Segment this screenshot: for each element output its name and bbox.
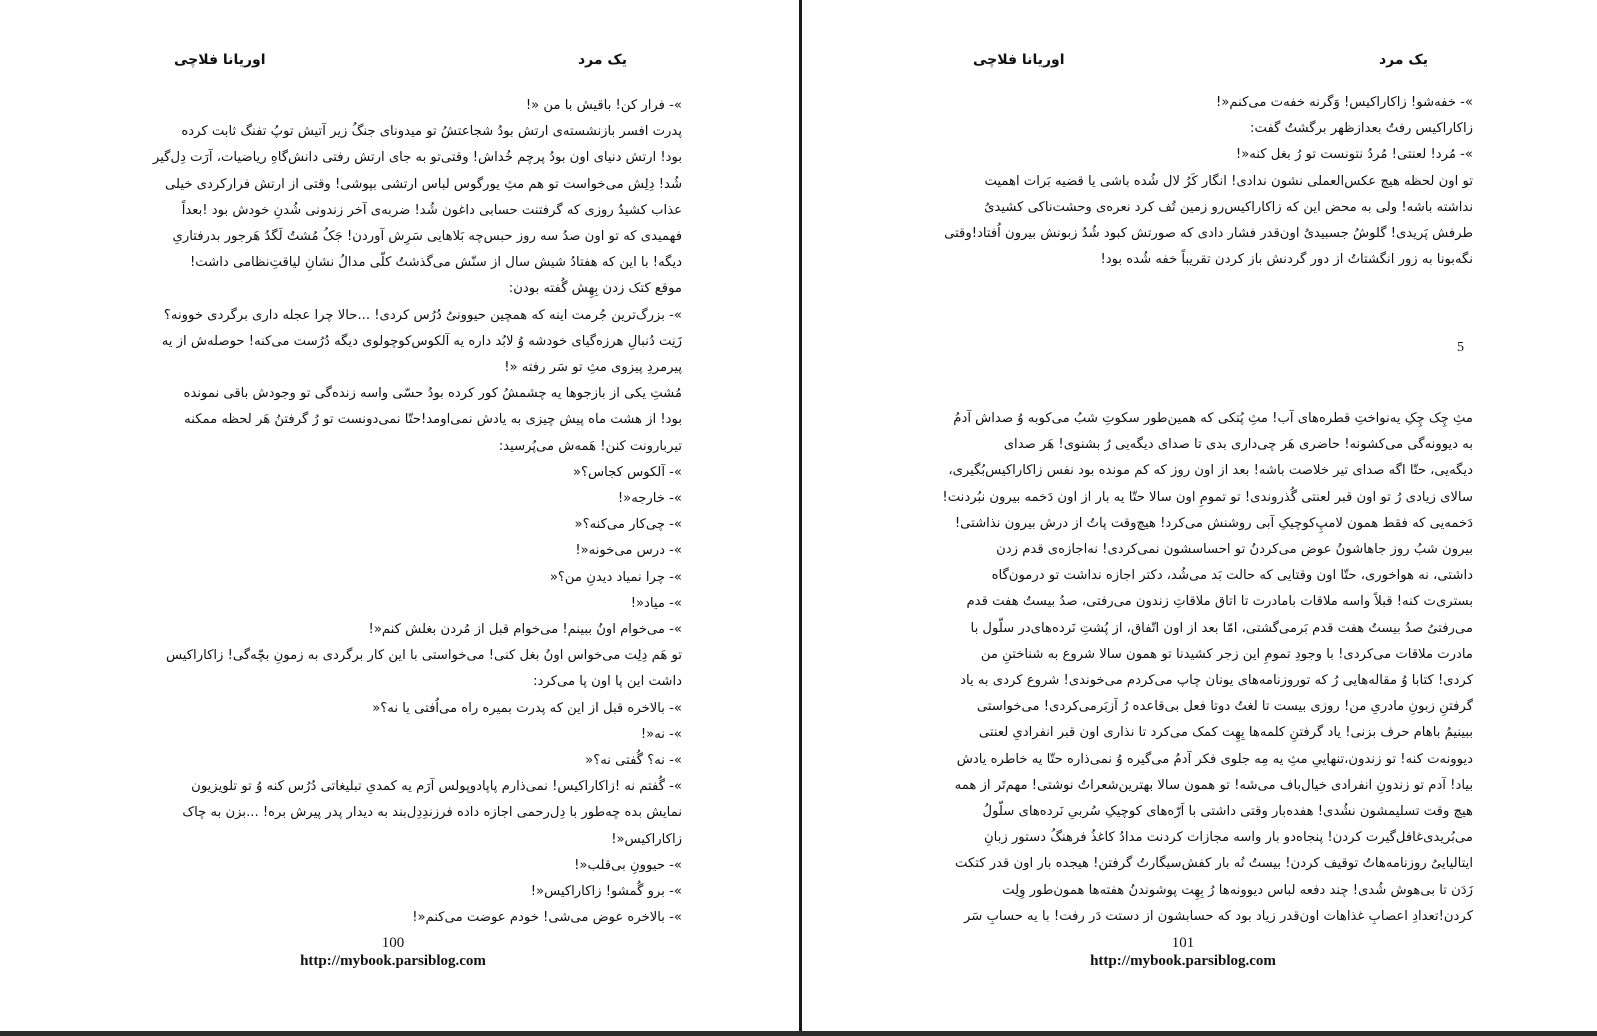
- page-header: [803, 52, 1597, 74]
- text-line: بود! ارتش دنیای اون بودُ پرچم خُداش! وقتی‌تو به جای ارتش رفتی دانش‌گاهِ ریاضیات، آرَت دِل‌گیر: [152, 150, 682, 166]
- text-line: »- درس می‌خونه«!: [575, 543, 682, 559]
- text-line: دیگه! با این که هفتادُ شیش سال از سنّش می‌گذشتُ کلّی مدالُ نشانِ لیاقتِ‌نظامی داشت!: [189, 255, 682, 271]
- text-line: »- میاد«!: [630, 595, 682, 611]
- text-line: طرفش پَریدی! گلوشُ جسبیدیُ اون‌قدر فشار دادی که صورتش کبود شُدُ زبونش بیرون اُفتاد!وقتی: [944, 226, 1473, 242]
- text-line: ایتالیاییُ روزنامه‌هاتُ توقیف کردن! بیستُ نُه بار کفش‌سیگارتُ گرفتن! هیجده بار اون قدر کتکت: [955, 856, 1473, 872]
- text-line: »- برو گُمشو! زاکاراکیس«!: [530, 884, 682, 900]
- text-line: دَخمه‌یی که فقط همون لامپِ‌کوچیکِ آبی روشنش می‌کرد! هیچ‌وقت پاتُ از درش بیرون نذاشتی!: [954, 515, 1473, 531]
- text-line: گرفتنِ زبونِ مادریِ من! روزی بیست تا لغتُ دوتا فعل بی‌قاعده رُ اَزبَرمی‌کردی! می‌خواستی: [976, 699, 1473, 715]
- author-name: اوریانا فلاچی: [973, 52, 1065, 68]
- text-line: شُد! دِلِش می‌خواست تو هم مثِ یورگوس لباس ارتشی بپوشی! وقتی از ارتش فرارکردی خیلی: [164, 176, 682, 192]
- text-line: فهمیدی که تو اون صدُ سه روز حبس‌چه بَلاهایی سَرِش آوردن! جَکُ مُشتُ لَگدُ هَرجور بدرفتاریِ: [172, 229, 682, 245]
- text-line: نداشته باشه! ولی به محض این که زاکاراکیس‌رو زمین تُف کرد نعره‌ی وحشت‌ناکی کشیدیُ: [984, 199, 1473, 215]
- text-line: نگه‌بونا به زور انگشتاتُ از دور گردنش باز کردن تقریباً خفه شُده بود!: [1100, 252, 1473, 268]
- text-line: »- نه؟ گُفتی نه؟«: [585, 753, 682, 769]
- page-header: [0, 52, 800, 74]
- text-line: سالای زیادی رُ تو اون قبر لعنتی گُذروندی! تو تمومِ اون سالا حتّا یه بار از اون دَخمه بیرون نبُردنت!: [942, 489, 1473, 505]
- text-line: تیربارونت کنن! هَمه‌ش می‌پُرسید:: [498, 438, 682, 454]
- text-line: زاکاراکیس رفتُ بعدازظهر برگشتُ گفت:: [1250, 121, 1473, 137]
- page-gutter: [799, 0, 802, 1036]
- text-line: زاکاراکیس«!: [611, 831, 682, 847]
- text-line: عذاب کشیدُ روزی که گرفتنت حسابی داغون شُد! ضربه‌ی آخر زندونی شُدنِ خودش بود !بعداً: [181, 202, 682, 218]
- text-line: »- آلکوس کجاس؟«: [572, 464, 682, 480]
- text-line: »- می‌خوام اونُ ببینم! می‌خوام قبل از مُردن بغلش کنم«!: [368, 622, 682, 638]
- text-line: »- خارجه«!: [617, 491, 682, 507]
- text-line: بستری‌ت کنه! قبلاً واسه ملاقات بامادرت تا اتاق ملاقاتِ زندون می‌رفتی، صدُ بیستُ هفت قدم: [966, 594, 1473, 610]
- text-line: بیاد! آدم تو زندونِ انفرادی خیال‌باف می‌شه! تو همون سالا بهترین‌شعراتُ نوشتی! مهم‌تَر از همه: [954, 777, 1473, 793]
- text-line: بیرون شبُ روز جاهاشونُ عوض می‌کردنُ تو احساسشون نمی‌کردی! نه‌اجازه‌ی قدم زدن: [996, 542, 1473, 558]
- text-line: دیوونه‌ت کنه! تو زندون،تنهاییِ مثِ یه مِه جلوی فکر آدمُ می‌گیره وُ نمی‌ذاره حتّا یه خاطره یادش: [956, 751, 1473, 767]
- body-text: [120, 93, 682, 932]
- text-line: داشت این پا اون پا می‌کرد:: [533, 674, 682, 690]
- text-line: می‌بُریدی‌غافل‌گیرت کردن! پنجاه‌دو بار واسه مجازات کردنت مدادُ کاغذُ فرهنگُ دستور زبانِ: [984, 830, 1473, 846]
- book-title: یک مرد: [1379, 52, 1429, 68]
- text-line: »- حیوونِ بی‌قلب«!: [574, 857, 682, 873]
- page-footer: [1033, 934, 1333, 970]
- right-page: [803, 0, 1597, 1036]
- body-text: [913, 406, 1473, 930]
- text-line: کردی! کتابا وُ مقاله‌هایی رُ که توروزنامه‌های یونان چاپ می‌کردم می‌خوندی! شروع کردی به یاد: [960, 673, 1473, 689]
- page-number: 101: [1171, 935, 1195, 951]
- text-line: زَدَن تا بی‌هوش شُدی! چند دفعه لباس دیوونه‌ها رُ بِهِت پوشوندنُ هفته‌ها همون‌طور وِلِت: [1002, 882, 1473, 898]
- text-line: ببینیمُ باهام حرف بزنی! یاد گرفتنِ کلمه‌ها بِهِت کمک می‌کرد تا نذاری اون قبر انفرادیِ لعنتی: [978, 725, 1473, 741]
- text-line: مُشتِ یکی از بازجوها یه چشمشُ کور کرده بودُ حسّی واسه زنده‌گی تو وجودش باقی نمونده: [183, 386, 682, 402]
- footer-url: http://mybook.parsiblog.com: [300, 953, 486, 969]
- text-line: »- چرا نمیاد دیدنِ من؟«: [549, 569, 682, 585]
- page-footer: [243, 934, 543, 970]
- text-line: »- بالاخره عوض می‌شی! خودم عوضت می‌کنم«!: [412, 910, 682, 926]
- text-line: مادرت ملاقات می‌کردی! با وجودِ تمومِ این زجر کشیدنا تو همون سالا شروع به شناختنِ من: [980, 646, 1473, 662]
- text-line: »- نه«!: [640, 726, 682, 742]
- text-line: »- خفه‌شو! زاکاراکیس! وَگرنه خفه‌ت می‌کنم«!: [1216, 95, 1473, 110]
- text-line: دیگه‌یی، حتّا اگه صدای تیر خلاصت باشه! بعد از اون روز که کم مونده بود نفس زاکاراکیس‌بُگیری،: [948, 463, 1473, 479]
- text-line: تو هَم دِلِت می‌خواس اونُ بغل کنی! می‌خواستی با این کار برگردی به زمونِ بچّه‌گی! زاکاراکیس: [165, 648, 682, 664]
- page-number: 100: [381, 935, 405, 951]
- text-line: می‌رفتیُ صدُ بیستُ هفت قدم بَرمی‌گشتی، امّا بعد از اون اتّفاق، از پُشتِ نَرده‌های‌در سلّول با: [970, 620, 1473, 636]
- text-line: »- بالاخره قبل از این که پدرت بمیره راه می‌اُفتی یا نه؟«: [372, 700, 682, 716]
- text-line: به دیوونه‌گی می‌کشونه! حاضری هَر چی‌داری بدی تا صدای دیگه‌یی رُ بشنوی! هَر صدای: [1003, 437, 1473, 453]
- text-line: »- گُفتم نه !زاکاراکیس! نمی‌ذارم پاپادوپولس آرَم یه کمدیِ تبلیغاتی دُرُس کنه وُ تو تلویزیون: [191, 779, 682, 795]
- author-name: اوریانا فلاچی: [174, 52, 266, 68]
- text-line: »- فرار کن! باقیش با من «!: [525, 98, 682, 113]
- text-line: داشتی، نه هواخوری، حتّا اون وقتایی که حالت بَد می‌شُد، دکتر اجازه نداشت تو درمون‌گاه: [991, 568, 1473, 584]
- text-line: کردن!تعدادِ اعصابِ غذاهات اون‌قدر زیاد بود که حسابشون از دستت دَر رفت! با یه حسابِ سَر: [964, 908, 1473, 924]
- text-line: پدرت افسر بازنشسته‌ی ارتش بودُ شجاعتشُ تو میدونای جنگُ زیر آتیش توپُ تفنگ ثابت کرده: [181, 124, 682, 140]
- text-line: پیرمردِ پیزوی مثِ تو سَر رفته «!: [504, 360, 682, 376]
- text-line: بود! از هشت ماه پیش چیزی به یادش نمی‌اومد!حتّا نمی‌دونست تو رُ گرفتنُ هَر لحظه ممکنه: [184, 412, 682, 428]
- text-line: تو اون لحظه هیچ عکس‌العملی نشون ندادی! انگار کَرُ لال شُده باشی یا قضیه بَرات اهمیت: [984, 173, 1473, 189]
- body-text: [913, 90, 1473, 273]
- text-line: »- چی‌کار می‌کنه؟«: [574, 517, 682, 533]
- footer-url: http://mybook.parsiblog.com: [1090, 953, 1276, 969]
- text-line: »- بزرگ‌ترین جُرمت اینه که همچین حیوونیُ دُرُس کردی! ...حالا چرا عجله داری برگردی خوونه؟: [163, 307, 682, 323]
- page-edge: [0, 1031, 1597, 1036]
- text-line: نمایش بده چه‌طور با دِل‌رحمی اجازه داده فرزندِدِل‌بند به دیدار پدر پیرش بره! ...بزن به چاک: [182, 805, 682, 821]
- text-line: زَنِت دُنبالِ هرزه‌گیای خودشه وُ لابُد داره یه آلکوس‌کوچولوی دیگه دُرُست می‌کنه! حوصله‌ش از یه: [161, 333, 682, 349]
- text-line: مثِ چِک چِکِ یه‌نواختِ قطره‌های آب! مثِ پُتکی که همین‌طور سکوتِ شبُ می‌کوبه وُ صداش آدمُ: [953, 411, 1473, 426]
- text-line: هیچ وقت تسلیمشون نشُدی! هفده‌بار وقتی داشتی با اَرّه‌های کوچیکِ سُربیِ نَرده‌های سلّولُ: [982, 804, 1473, 820]
- text-line: »- مُرد! لعنتی! مُردُ نتونست تو رُ بغل کنه«!: [1235, 147, 1473, 163]
- section-number: 5: [1457, 340, 1464, 355]
- book-title: یک مرد: [578, 52, 628, 68]
- text-line: موقع کتک زدن بِهِش گُفته بودن:: [508, 281, 682, 297]
